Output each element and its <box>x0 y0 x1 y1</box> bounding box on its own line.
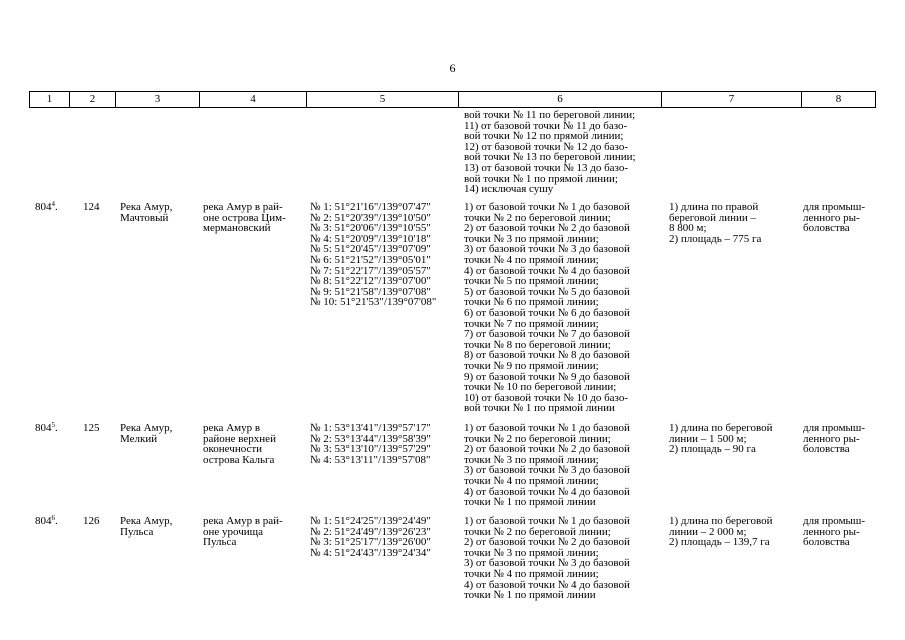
row-index: 124 <box>83 201 100 213</box>
area-coordinates: № 1: 53°13'41"/139°57'17" № 2: 53°13'44"/139°58'39" № 3: 53°13'10"/139°57'29" № 4: 53°13'11"/139°57'08" <box>310 422 431 466</box>
area-name: Река Амур, Пульса <box>120 515 173 538</box>
area-purpose: для промыш- ленного ры- боловства <box>803 515 866 549</box>
page-number: 6 <box>449 61 456 75</box>
column-header-8: 8 <box>801 92 875 107</box>
area-location: река Амур в рай- оне урочища Пульса <box>203 515 283 549</box>
area-coordinates: № 1: 51°24'25"/139°24'49" № 2: 51°24'49"/139°26'23" № 3: 51°25'17"/139°26'00" № 4: 51°24'43"/139°24'34" <box>310 515 431 559</box>
row-number: $804^4$. <box>35 200 58 213</box>
area-name: Река Амур, Мелкий <box>120 422 173 445</box>
column-header-3: 3 <box>115 92 199 107</box>
table-header <box>29 91 876 108</box>
area-boundaries: 1) от базовой точки № 1 до базовой точки № 2 по береговой линии; 2) от базовой точки № 2 до базовой точки № 3 по прямой линии; 3) от базовой точки № 3 до базовой точки № 4 по прямой линии; 4) от базовой точки № 4 до базовой точки № 1 по прямой линии <box>464 422 630 509</box>
row-number: $804^6$. <box>35 514 58 527</box>
area-location: река Амур в рай- оне острова Цим- мермановский <box>203 201 286 235</box>
area-size: 1) длина по береговой линии – 1 500 м; 2) площадь – 90 га <box>669 422 773 456</box>
area-purpose: для промыш- ленного ры- боловства <box>803 201 866 235</box>
column-header-1: 1 <box>46 93 53 105</box>
area-coordinates: № 1: 51°21'16"/139°07'47" № 2: 51°20'39"/139°10'50" № 3: 51°20'06"/139°10'55" № 4: 51°20'09"/139°10'18" № 5: 51°20'45"/139°07'09" № 6: 51°21'52"/139°05'01" № 7: 51°22'17"/139°05'57" № 8: 51°22'12"/139°07'00" № 9: 51°21'58"/139°07'08" № 10: 51°21'53"/139°07'08" <box>310 201 437 309</box>
area-boundaries: 1) от базовой точки № 1 до базовой точки № 2 по береговой линии; 2) от базовой точки № 2 до базовой точки № 3 по прямой линии; 3) от базовой точки № 3 до базовой точки № 4 по прямой линии; 4) от базовой точки № 4 до базовой точки № 1 по прямой линии <box>464 515 630 602</box>
area-location: река Амур в районе верхней оконечности острова Кальга <box>203 422 276 466</box>
row-index: 125 <box>83 422 100 434</box>
area-name: Река Амур, Мачтовый <box>120 201 173 224</box>
continuation-boundaries: вой точки № 11 по береговой линии; 11) от базовой точки № 11 до базо- вой точки № 12 по прямой линии; 12) от базовой точки № 12 до базо- вой точки № 13 по береговой линии; 13) от базовой точки № 13 до базо- вой точки № 1 по прямой линии; 14) исключая сушу <box>464 109 636 196</box>
column-header-4: 4 <box>199 92 306 107</box>
row-number: $804^5$. <box>35 421 58 434</box>
area-boundaries: 1) от базовой точки № 1 до базовой точки № 2 по береговой линии; 2) от базовой точки № 2 до базовой точки № 3 по прямой линии; 3) от базовой точки № 3 до базовой точки № 4 по прямой линии; 4) от базовой точки № 4 до базовой точки № 5 по прямой линии; 5) от базовой точки № 5 до базовой точки № 6 по прямой линии; 6) от базовой точки № 6 до базовой точки № 7 по прямой линии; 7) от базовой точки № 7 до базовой точки № 8 по береговой линии; 8) от базовой точки № 8 до базовой точки № 9 по прямой линии; 9) от базовой точки № 9 до базовой точки № 10 по береговой линии; 10) от базовой точки № 10 до базо- вой точки № 1 по прямой линии <box>464 201 630 415</box>
column-header-5: 5 <box>306 92 458 107</box>
row-index: 126 <box>83 515 100 527</box>
column-header-2: 2 <box>69 92 115 107</box>
area-size: 1) длина по правой береговой линии – 8 800 м; 2) площадь – 775 га <box>669 201 762 245</box>
column-header-6: 6 <box>458 92 661 107</box>
column-header-7: 7 <box>661 92 801 107</box>
area-purpose: для промыш- ленного ры- боловства <box>803 422 866 456</box>
area-size: 1) длина по береговой линии – 2 000 м; 2) площадь – 139,7 га <box>669 515 773 549</box>
